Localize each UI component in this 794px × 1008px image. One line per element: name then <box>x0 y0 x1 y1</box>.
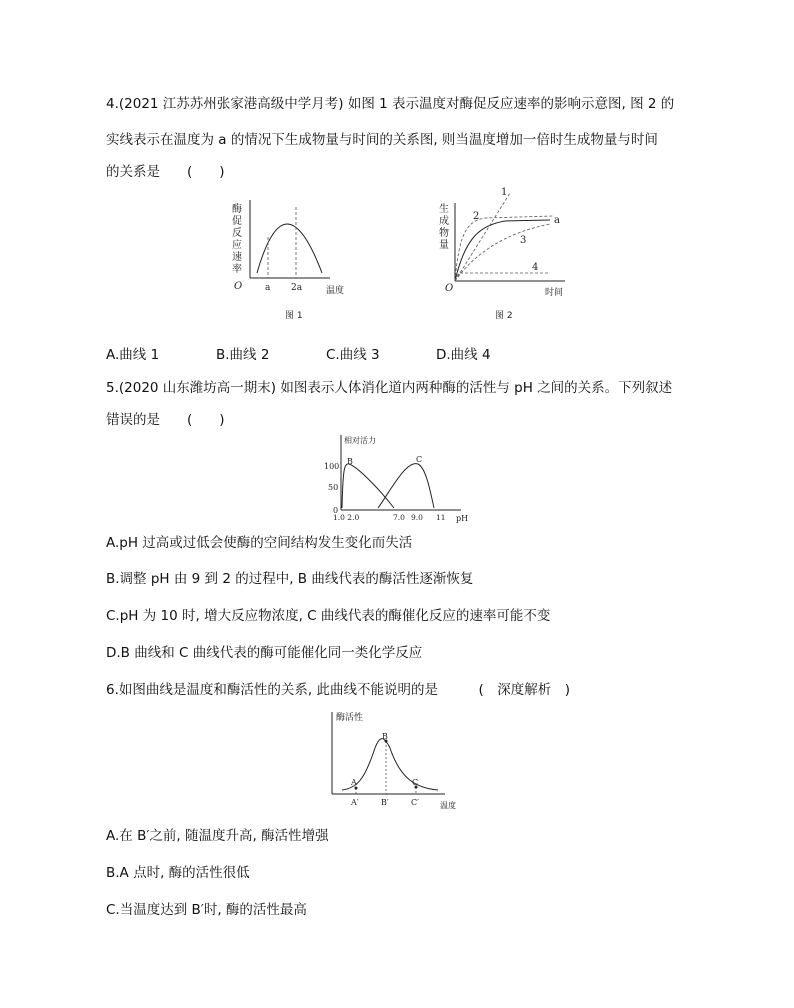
fig1-ylabel-char: 应 <box>232 240 242 251</box>
q4-option-d[interactable]: D.曲线 4 <box>436 347 491 363</box>
fig2-origin: O <box>445 283 454 294</box>
q6-option-a[interactable]: A.在 B′之前, 随温度升高, 酶活性增强 <box>106 828 329 844</box>
q5-option-c[interactable]: C.pH 为 10 时, 增大反应物浓度, C 曲线代表的酶催化反应的速率可能不变 <box>106 608 551 624</box>
q6-stem: 6.如图曲线是温度和酶活性的关系, 此曲线不能说明的是 ( 深度解析 ) <box>106 682 570 698</box>
q5-stem-line1: 5.(2020 山东潍坊高一期末) 如图表示人体消化道内两种酶的活性与 pH 之间的关系。下列叙述 <box>106 380 673 396</box>
fig1-xlabel: 温度 <box>326 286 345 296</box>
fig1-ylabel <box>232 202 242 275</box>
q6-fig-ylabel: 酶活性 <box>336 713 364 723</box>
fig2-label-3: 3 <box>520 235 527 246</box>
q6-fig-tick-c: C′ <box>411 798 419 807</box>
q5-option-b[interactable]: B.调整 pH 由 9 到 2 的过程中, B 曲线代表的酶活性逐渐恢复 <box>106 571 474 587</box>
fig1-ylabel-char: 率 <box>232 264 242 275</box>
fig1-tick-2a: 2a <box>291 283 303 293</box>
q5-stem-line2: 错误的是 ( ) <box>106 412 225 428</box>
q5-fig-y0: 0 <box>333 506 339 515</box>
fig2-ylabel-char: 物 <box>439 228 449 239</box>
q5-fig-x-9: 9.0 <box>411 513 423 522</box>
fig1-tick-a: a <box>265 283 271 293</box>
q5-fig-x-1-2: 1.0 2.0 <box>333 513 360 522</box>
fig2-ylabel-char: 量 <box>439 240 449 251</box>
q4-option-b[interactable]: B.曲线 2 <box>216 347 270 363</box>
q5-fig-label-c: C <box>416 455 423 464</box>
fig2-caption: 图 2 <box>495 311 513 321</box>
fig2-label-1: 1 <box>501 187 508 198</box>
q6-fig-tick-a: A′ <box>351 798 359 807</box>
fig2-ylabel <box>439 202 449 251</box>
fig2-label-a: a <box>554 215 560 226</box>
q6-option-c[interactable]: C.当温度达到 B′时, 酶的活性最高 <box>106 902 307 918</box>
q5-option-a[interactable]: A.pH 过高或过低会使酶的空间结构发生变化而失活 <box>106 535 413 551</box>
q6-option-b[interactable]: B.A 点时, 酶的活性很低 <box>106 865 250 881</box>
fig2-curve-1 <box>455 193 510 281</box>
fig1-origin: O <box>234 281 243 292</box>
q6-fig-label-c: C <box>412 778 419 787</box>
q5-fig-xlabel: pH <box>456 514 469 523</box>
fig2-xlabel: 时间 <box>545 288 564 298</box>
fig1-ylabel-char: 速 <box>232 252 242 263</box>
q6-fig-label-a: A <box>351 778 357 787</box>
fig1-ylabel-char: 反 <box>232 228 242 239</box>
fig2-curve-4 <box>455 273 550 281</box>
q4-stem-line3: 的关系是 ( ) <box>106 164 225 180</box>
q5-option-d[interactable]: D.B 曲线和 C 曲线代表的酶可能催化同一类化学反应 <box>106 645 423 661</box>
q4-options <box>106 343 706 361</box>
q5-fig-curve-c <box>378 464 434 508</box>
q5-fig-label-b: B <box>347 457 353 466</box>
q5-figure <box>316 430 476 525</box>
q6-fig-label-b: B <box>382 732 388 741</box>
q4-stem-line1: 4.(2021 江苏苏州张家港高级中学月考) 如图 1 表示温度对酶促反应速率的影响示意图, 图 2 的 <box>106 96 675 112</box>
q5-fig-y50: 50 <box>328 483 339 492</box>
fig1-caption: 图 1 <box>285 311 303 321</box>
fig1-curve <box>257 224 322 273</box>
q5-fig-curve-b <box>342 464 394 508</box>
q5-fig-x-7: 7.0 <box>393 513 405 522</box>
fig2-label-4: 4 <box>532 262 539 273</box>
q5-fig-ylabel: 相对活力 <box>344 436 376 445</box>
fig2-label-2: 2 <box>473 211 480 222</box>
q4-option-c[interactable]: C.曲线 3 <box>326 347 380 363</box>
fig2-ylabel-char: 生 <box>439 204 449 215</box>
q5-fig-y100: 100 <box>324 462 340 471</box>
q6-fig-xlabel: 温度 <box>440 801 456 810</box>
q5-fig-x-11: 11 <box>436 513 446 522</box>
fig2-ylabel-char: 成 <box>439 216 449 227</box>
q4-figure-2 <box>435 183 585 323</box>
q4-option-a[interactable]: A.曲线 1 <box>106 347 160 363</box>
q4-stem-line2: 实线表示在温度为 a 的情况下生成物量与时间的关系图, 则当温度增加一倍时生成物量与时间 <box>106 132 658 148</box>
fig1-ylabel-char: 促 <box>232 216 242 227</box>
fig1-ylabel-char: 酶 <box>232 204 242 215</box>
q6-figure <box>320 708 470 818</box>
q4-figure-1 <box>220 195 370 325</box>
q6-fig-tick-b: B′ <box>381 798 389 807</box>
